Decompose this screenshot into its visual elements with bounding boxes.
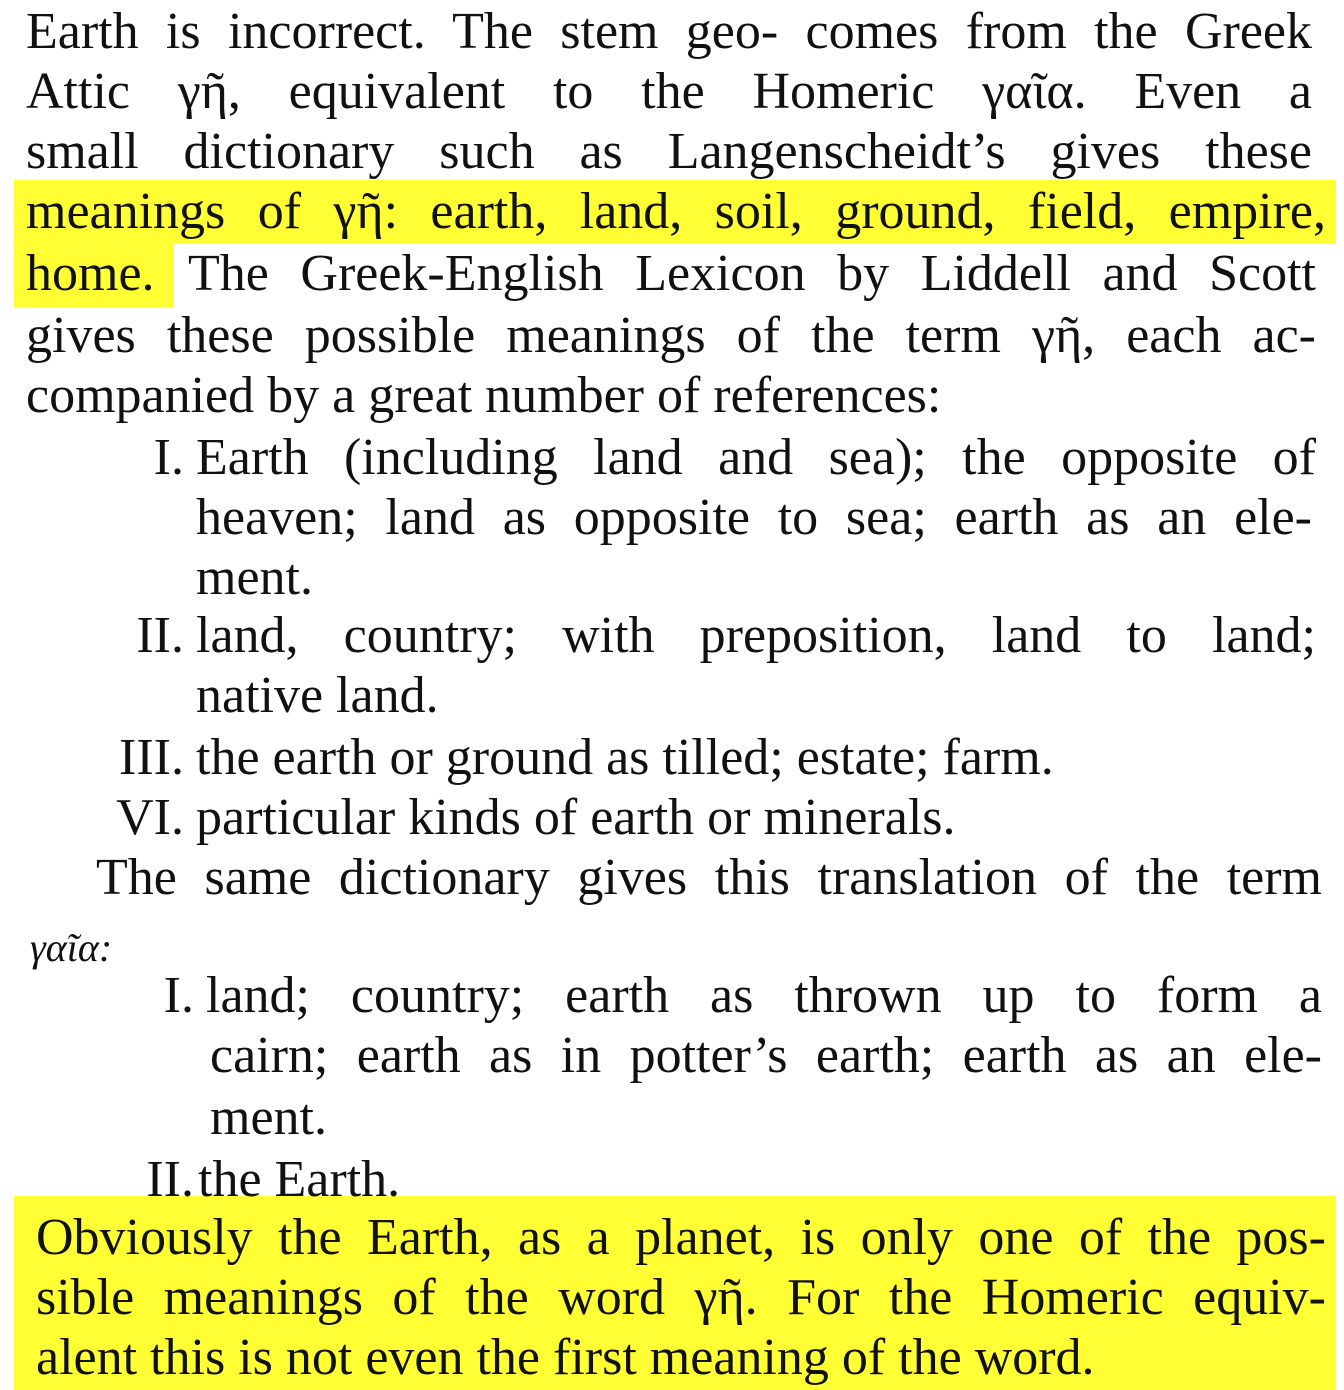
list-ge-item4-line1: particular kinds of earth or minerals. xyxy=(196,789,956,846)
paragraph1-line1: Earth is incorrect. The stem geo- comes from the Greek xyxy=(26,3,1312,60)
list-gaia-item1-line2: cairn; earth as in potter’s earth; earth as an ele- xyxy=(210,1027,1322,1084)
list-ge-number-2: II. xyxy=(136,607,184,664)
list-gaia-number-2: II. xyxy=(146,1151,194,1208)
list-ge-number-1: I. xyxy=(153,429,184,486)
paragraph1-line4: meanings of γῆ: earth, land, soil, ground, field, empire, xyxy=(26,183,1326,240)
list-gaia-item2-line1: the Earth. xyxy=(198,1151,401,1208)
paragraph1-line6: gives these possible meanings of the term γῆ, each ac- xyxy=(26,307,1316,364)
list-ge-item1-line2: heaven; land as opposite to sea; earth as an ele- xyxy=(196,489,1312,546)
paragraph1-line5: The Greek-English Lexicon by Liddell and Scott xyxy=(188,245,1316,302)
paragraph2-line1: The same dictionary gives this translation of the term xyxy=(96,849,1322,906)
list-ge-item2-line1: land, country; with preposition, land to land; xyxy=(196,607,1316,664)
conclusion-line1: Obviously the Earth, as a planet, is only one of the pos- xyxy=(36,1209,1326,1266)
list-gaia-number-1: I. xyxy=(163,967,194,1024)
conclusion-line2: sible meanings of the word γῆ. For the Homeric equiv- xyxy=(36,1269,1326,1326)
paragraph1-line5-highlighted: home. xyxy=(26,245,155,302)
paragraph2-greek-term: γαῖα: xyxy=(30,925,113,970)
list-ge-number-4: VI. xyxy=(116,789,184,846)
list-ge-number-3: III. xyxy=(119,729,184,786)
list-ge-item1-line1: Earth (including land and sea); the opposite of xyxy=(196,429,1316,486)
paragraph1-line2: Attic γῆ, equivalent to the Homeric γαῖα. Even a xyxy=(26,63,1312,120)
list-ge-item2-line2: native land. xyxy=(196,667,439,724)
list-ge-item3-line1: the earth or ground as tilled; estate; farm. xyxy=(196,729,1054,786)
conclusion-line3: alent this is not even the first meaning of the word. xyxy=(36,1329,1095,1386)
list-gaia-item1-line3: ment. xyxy=(210,1089,327,1146)
paragraph1-line3: small dictionary such as Langenscheidt’s gives these xyxy=(26,123,1312,180)
list-gaia-item1-line1: land; country; earth as thrown up to form a xyxy=(206,967,1322,1024)
paragraph1-line7: companied by a great number of references: xyxy=(26,367,942,424)
list-ge-item1-line3: ment. xyxy=(196,549,313,606)
